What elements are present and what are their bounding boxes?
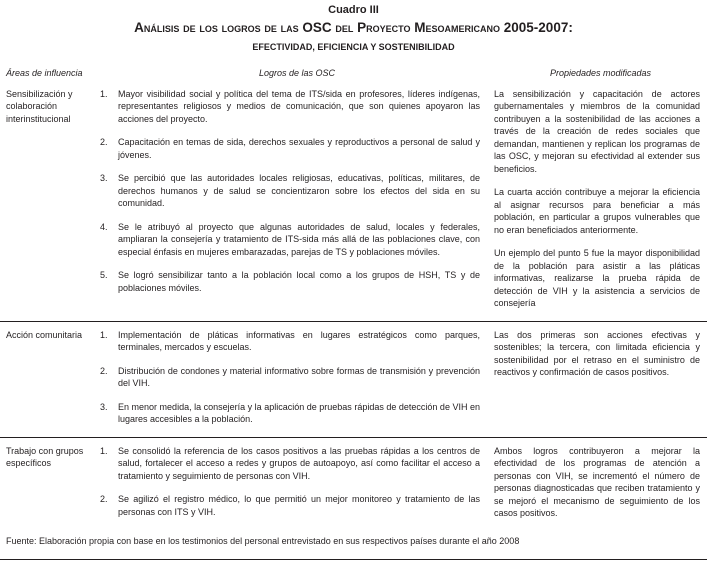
table-subtitle: EFECTIVIDAD, EFICIENCIA Y SOSTENIBILIDAD <box>252 42 455 52</box>
item-text: Se agilizó el registro médico, lo que permitió un mejor monitoreo y tratamiento de las personas con ITS y VIH. <box>118 494 480 517</box>
item-number: 2. <box>100 494 108 504</box>
propiedad-paragraph: Las dos primeras son acciones efectivas y sostenibles; la tercera, con limitada eficiencia y sostenibilidad por el retraso en el suministro de reactivos y confirmación de casos positivos. <box>494 329 700 377</box>
logros-list <box>100 445 488 531</box>
propiedades-cell <box>488 329 707 437</box>
propiedad-paragraph: Ambos logros contribuyeron a mejorar la efectividad de los programas de atención a personas con VIH, se incrementó el número de personas diagnosticadas que reciben tratamiento y se mejoró el mecanismo de seguimiento de los casos positivos. <box>494 445 700 518</box>
propiedades-cell <box>488 445 707 531</box>
item-number: 4. <box>100 221 108 232</box>
table-row <box>0 437 707 531</box>
area-label: Sensibilización y colaboración interinstitucional <box>6 88 73 124</box>
logro-item <box>100 269 480 294</box>
item-number: 1. <box>100 329 108 340</box>
item-text: Mayor visibilidad social y política del tema de ITS/sida en profesores, líderes indígenas, representantes religiosos y medios de comunicación, que son quienes apoyaron las acciones del proyecto. <box>118 88 480 124</box>
logro-item <box>100 365 480 390</box>
table-row <box>0 80 707 321</box>
logro-item <box>100 172 480 210</box>
item-number: 1. <box>100 445 108 456</box>
propiedades-cell <box>488 88 707 321</box>
logros-list <box>100 88 488 321</box>
propiedad-paragraph: Un ejemplo del punto 5 fue la mayor disponibilidad de la población para asistir a las pláticas informativas, realizarse la prueba rápida de detección de VIH y la asistencia a servicios de consejería <box>494 248 700 308</box>
item-text: Se le atribuyó al proyecto que algunas autoridades de salud, locales y federales, ampliaran la consejería y tratamiento de ITS-sida más allá de las poblaciones clave, con especial énfasis en mujeres embarazadas, parejas de TS y poblaciones móviles. <box>118 221 480 257</box>
logros-list <box>100 329 488 437</box>
propiedad-paragraph: La sensibilización y capacitación de actores gubernamentales y miembros de la comunidad contribuyen a la sostenibilidad de las acciones a través de la creación de redes sociales que demandan, mantienen y replican los programas de las OSC, y mejoran su efectividad al extender sus beneficios. <box>494 88 700 174</box>
logro-item <box>100 88 480 126</box>
logro-item <box>100 401 480 426</box>
item-text: Distribución de condones y material informativo sobre formas de transmisión y prevención del VIH. <box>118 365 480 388</box>
item-text: En menor medida, la consejería y la aplicación de pruebas rápidas de detección de VIH en lugares accesibles a la población. <box>118 401 480 424</box>
logro-item <box>100 445 480 483</box>
table-title: Análisis de los logros de las OSC del Proyecto Mesoamericano 2005-2007: <box>134 20 573 35</box>
table-caption: Cuadro III <box>328 4 379 16</box>
logro-item <box>100 329 480 354</box>
area-label: Acción comunitaria <box>6 329 83 340</box>
header-logros: Logros de las OSC <box>258 68 336 78</box>
item-number: 1. <box>100 88 108 99</box>
item-text: Se percibió que las autoridades locales religiosas, educativas, políticas, militares, de derechos humanos y de salud se concientizaron sobre los efectos del sida en su comunidad. <box>118 173 480 208</box>
item-number: 3. <box>100 173 108 183</box>
table-row <box>0 321 707 437</box>
item-text: Implementación de pláticas informativas en lugares estratégicos como parques, terminales, mercados y escuelas. <box>118 329 480 352</box>
table-header <box>0 67 707 80</box>
item-number: 2. <box>100 365 108 376</box>
item-number: 2. <box>100 137 108 147</box>
item-text: Se consolidó la referencia de los casos positivos a las pruebas rápidas a los centros de salud, fortalecer el acceso a redes y grupos de autoapoyo, así como facilitar el acceso a tratamiento y seguimiento de personas con VIH. <box>118 445 480 481</box>
item-number: 5. <box>100 270 108 280</box>
logro-item <box>100 136 480 161</box>
source-note: Fuente: Elaboración propia con base en los testimonios del personal entrevistado en sus respectivos países durante el año 2008 <box>0 535 707 561</box>
header-areas: Áreas de influencia <box>6 68 83 78</box>
item-text: Se logró sensibilizar tanto a la población local como a los grupos de HSH, TS y de poblaciones móviles. <box>118 270 480 293</box>
area-label: Trabajo con grupos específicos <box>6 445 84 468</box>
item-text: Capacitación en temas de sida, derechos sexuales y reproductivos a personal de salud y jóvenes. <box>118 137 480 160</box>
item-number: 3. <box>100 401 108 412</box>
table-body <box>0 80 707 531</box>
propiedad-paragraph: La cuarta acción contribuye a mejorar la eficiencia al asignar recursos para beneficiar a más población, en particular a grupos vulnerables que no eran beneficiados anteriormente. <box>494 187 700 235</box>
logro-item <box>100 221 480 259</box>
header-propiedades: Propiedades modificadas <box>549 68 652 78</box>
logro-item <box>100 493 480 518</box>
